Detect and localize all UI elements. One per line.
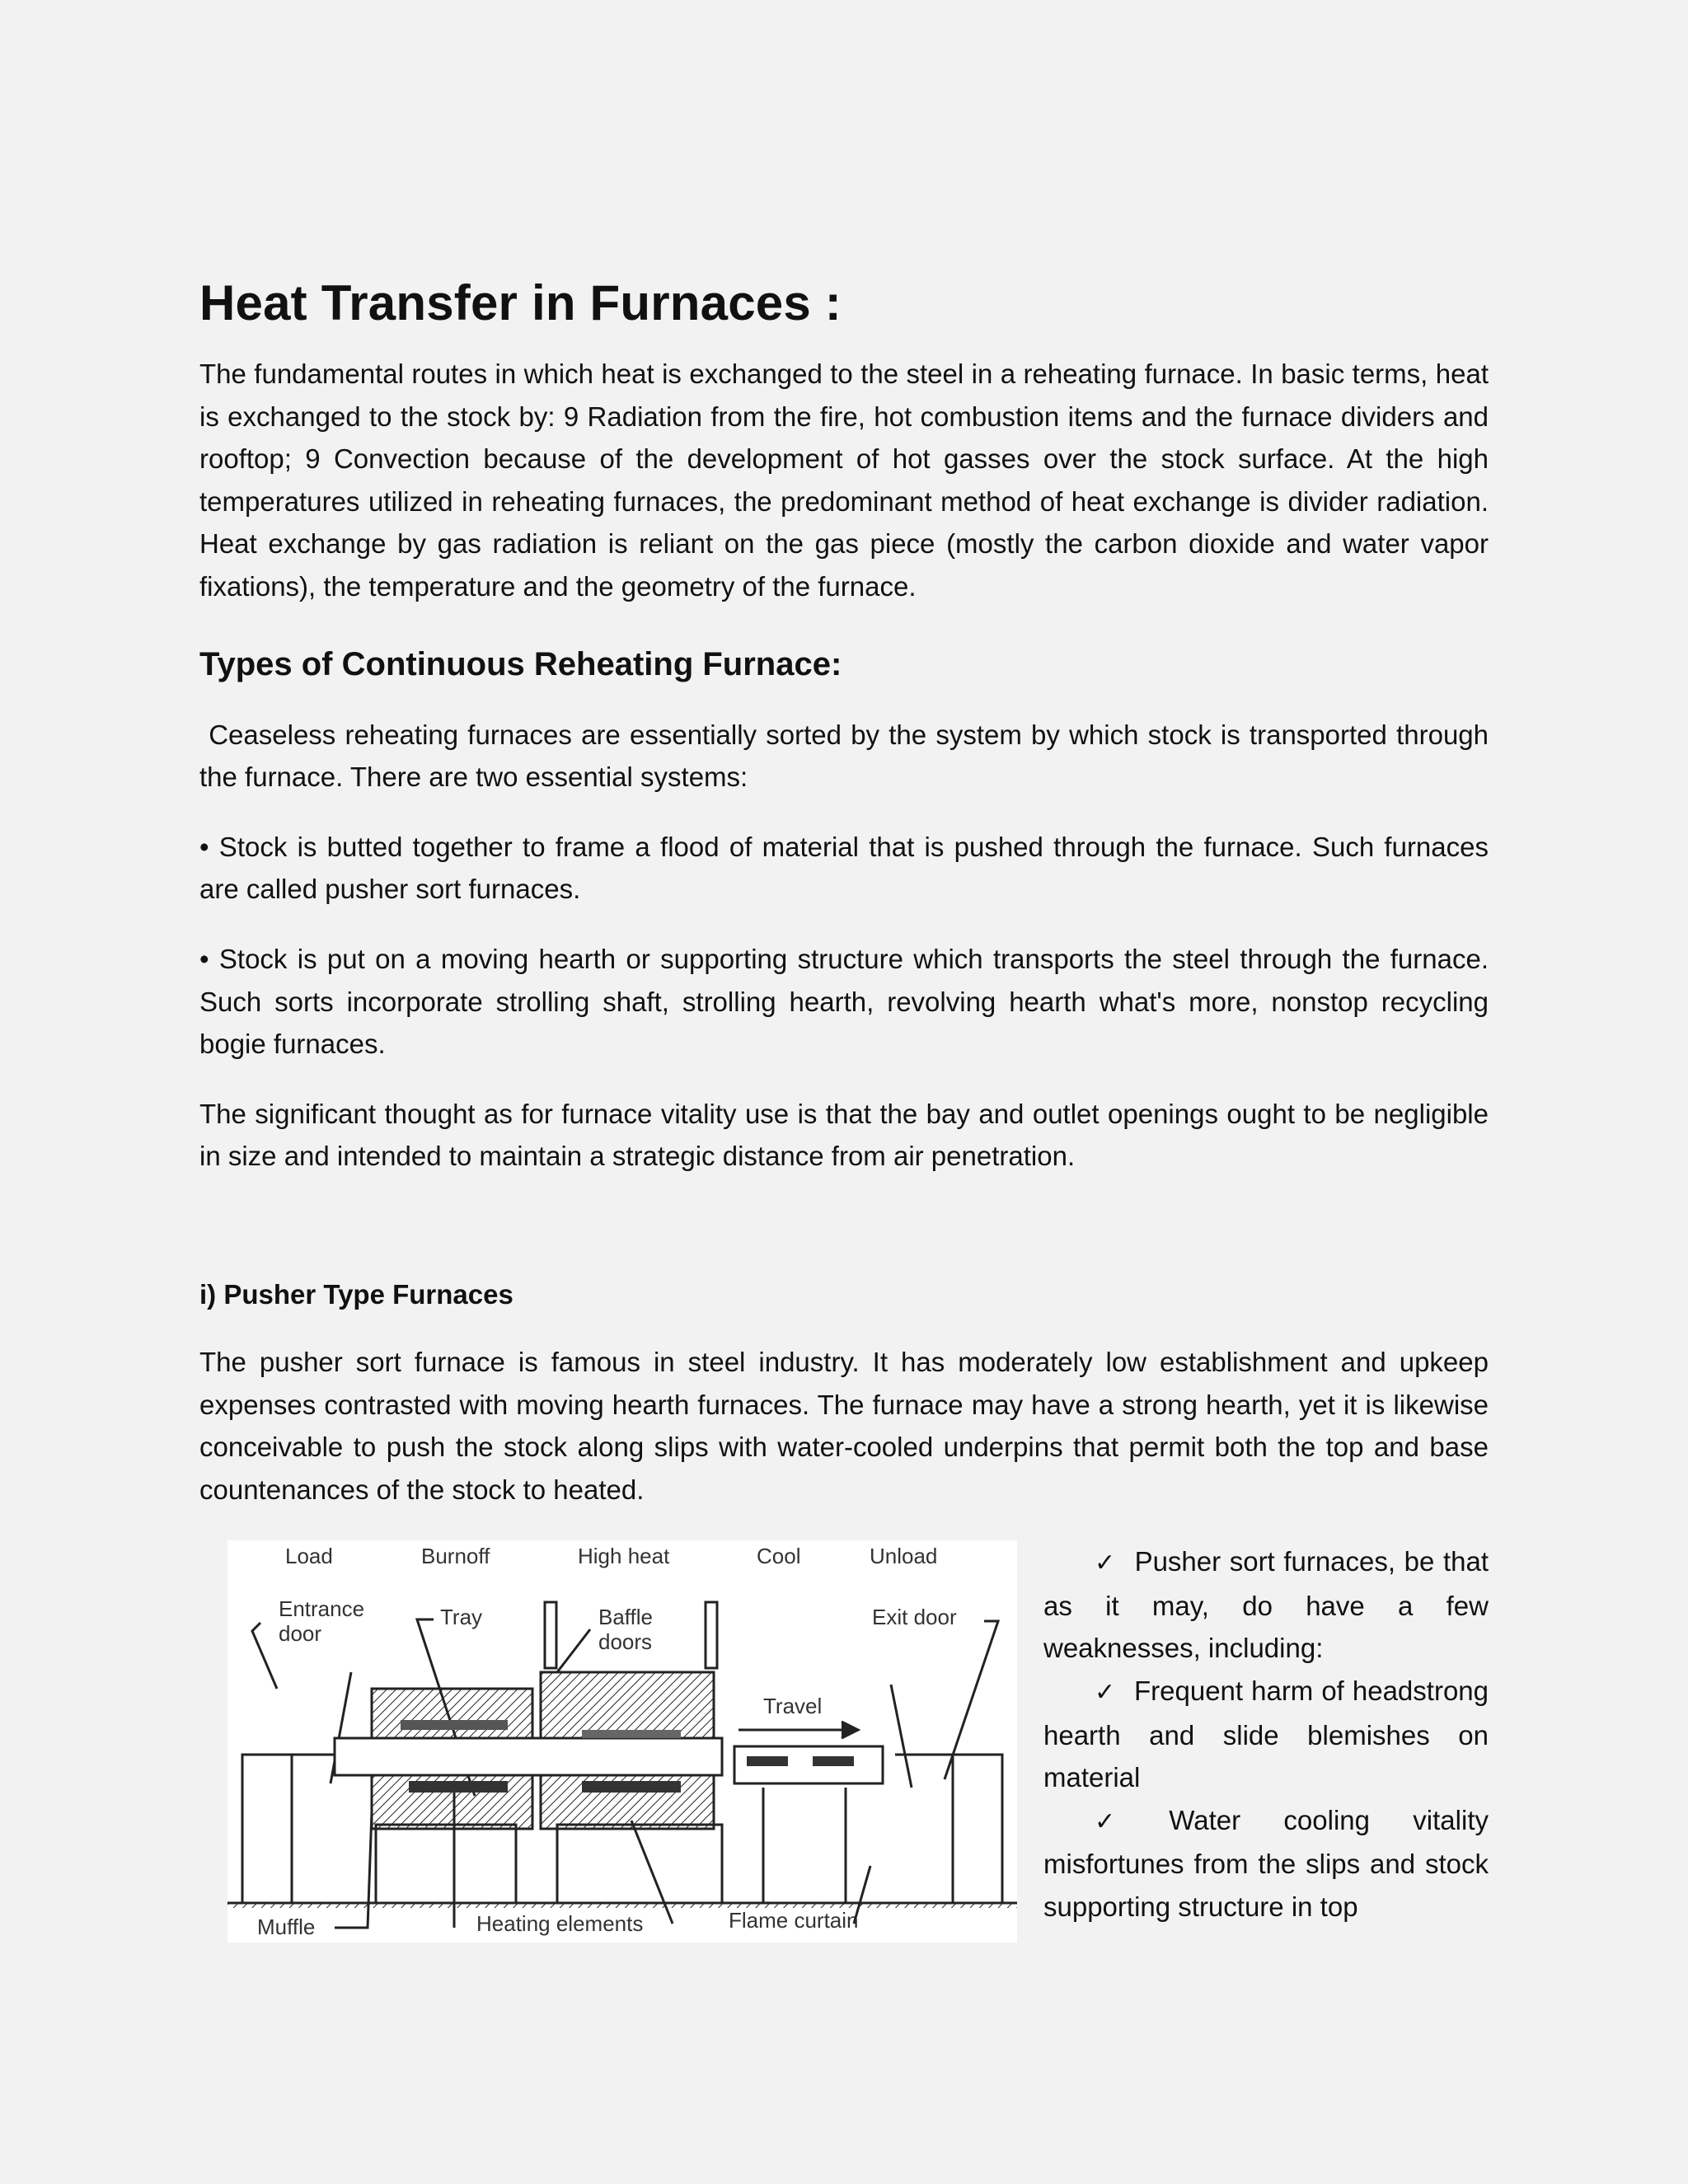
- figure-row: [199, 1540, 1489, 1952]
- heating-element-lower: [582, 1730, 681, 1738]
- tray-stock: [409, 1781, 508, 1793]
- zone-label-cool: Cool: [757, 1544, 801, 1569]
- entrance-label-2: door: [279, 1621, 322, 1647]
- check-icon: ✓: [1095, 1678, 1116, 1708]
- check-item: [1043, 1670, 1489, 1799]
- pusher-heading: i) Pusher Type Furnaces: [199, 1278, 513, 1310]
- zone-label-load: Load: [285, 1544, 333, 1569]
- zone-label-burnoff: Burnoff: [421, 1544, 490, 1569]
- types-paragraph: Ceaseless reheating furnaces are essentially sorted by the system by which stock is transported through the furnace. There are two essential systems:: [199, 719, 1497, 793]
- bullet-pusher: • Stock is butted together to frame a flood of material that is pushed through the furnace. Such furnaces are called pusher sort furnaces.: [199, 831, 1489, 905]
- zone-label-high-heat: High heat: [578, 1544, 670, 1569]
- furnace-drawing: [227, 1540, 1017, 1943]
- flame-curtain-label: Flame curtain: [729, 1908, 859, 1933]
- check-item-text: Pusher sort furnaces, be that as it may, do have a few weaknesses, including:: [1043, 1546, 1489, 1664]
- pusher-furnace-diagram: [227, 1540, 1017, 1943]
- baffle-label-1: Baffle: [598, 1605, 654, 1630]
- travel-label: Travel: [763, 1694, 823, 1719]
- page-title: Heat Transfer in Furnaces :: [199, 275, 842, 330]
- heating-element-upper: [401, 1720, 508, 1730]
- energy-paragraph: The significant thought as for furnace vitality use is that the bay and outlet openings ought to be negligible in size and intended to maintain a strategic distance from air penetration.: [199, 1098, 1489, 1172]
- entrance-label-1: Entrance: [279, 1596, 365, 1622]
- check-item-text: Water cooling vitality misfortunes from the slips and stock supporting structure in top: [1043, 1804, 1489, 1923]
- zone-label-unload: Unload: [870, 1544, 938, 1569]
- floor: [227, 1903, 1017, 1908]
- tray-stock-2: [582, 1781, 681, 1793]
- exit-door-label: Exit door: [872, 1605, 957, 1630]
- pusher-weaknesses-list: [1043, 1540, 1489, 1928]
- exit-stock-2: [813, 1756, 854, 1766]
- muffle-label: Muffle: [257, 1915, 316, 1940]
- baffle-label-2: doors: [598, 1629, 653, 1655]
- stock-channel: [335, 1738, 722, 1775]
- pusher-paragraph: The pusher sort furnace is famous in steel industry. It has moderately low establishment and upkeep expenses contrasted with moving hearth furnaces. The furnace may have a strong hearth, yet it is likewise conceivable to push the stock along slips with water-cooled underpins that permit both the top and base countenances of the stock to heated.: [199, 1346, 1489, 1505]
- exit-stock-1: [747, 1756, 788, 1766]
- intro-paragraph: The fundamental routes in which heat is exchanged to the steel in a reheating furnace. In basic terms, heat is exchanged to the stock by: 9 Radiation from the fire, hot combustion items and the furnace dividers and rooftop; 9 Convection because of the development of hot gasses over the stock surface. At the high temperatures utilized in reheating furnaces, the predominant method of heat exchange is divider radiation. Heat exchange by gas radiation is reliant on the gas piece (mostly the carbon dioxide and water vapor fixations), the temperature and the geometry of the furnace.: [199, 359, 1489, 602]
- document-body: [199, 270, 1497, 1952]
- bullet-moving-hearth: • Stock is put on a moving hearth or supporting structure which transports the steel through the furnace. Such sorts incorporate strolling shaft, strolling hearth, revolving hearth what's more, nonstop recycling bogie furnaces.: [199, 943, 1489, 1060]
- check-item: [1043, 1540, 1489, 1670]
- check-icon: ✓: [1095, 1807, 1151, 1836]
- check-item-text: Frequent harm of headstrong hearth and slide blemishes on material: [1043, 1675, 1489, 1793]
- check-icon: ✓: [1095, 1549, 1117, 1578]
- tray-label: Tray: [440, 1605, 483, 1630]
- check-item: [1043, 1799, 1489, 1929]
- heating-elements-label: Heating elements: [476, 1911, 644, 1937]
- types-heading: Types of Continuous Reheating Furnace:: [199, 645, 842, 682]
